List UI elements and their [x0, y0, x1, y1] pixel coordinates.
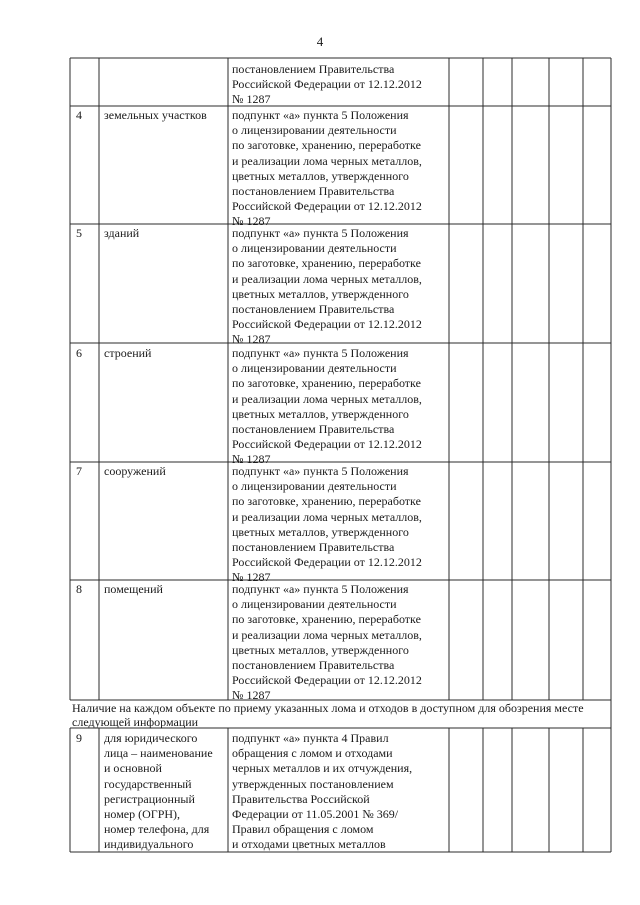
- row-4-basis: подпункт «а» пункта 5 Положения о лицензировании деятельности по заготовке, хранению, переработке и реализации лома черных металлов, цветных металлов, утвержденного постановлением Правительства Российской Федерации от 12.12.2012 № 1287: [232, 108, 422, 229]
- row-8-number: 8: [76, 582, 82, 596]
- row-4-number: 4: [76, 108, 82, 122]
- row-9-number: 9: [76, 731, 82, 745]
- row-5-basis: подпункт «а» пункта 5 Положения о лицензировании деятельности по заготовке, хранению, переработке и реализации лома черных металлов, цветных металлов, утвержденного постановлением Правительства Российской Федерации от 12.12.2012 № 1287: [232, 226, 422, 347]
- row-5-number: 5: [76, 226, 82, 240]
- row-7-basis: подпункт «а» пункта 5 Положения о лицензировании деятельности по заготовке, хранению, переработке и реализации лома черных металлов, цветных металлов, утвержденного постановлением Правительства Российской Федерации от 12.12.2012 № 1287: [232, 464, 422, 585]
- row-6-basis: подпункт «а» пункта 5 Положения о лицензировании деятельности по заготовке, хранению, переработке и реализации лома черных металлов, цветных металлов, утвержденного постановлением Правительства Российской Федерации от 12.12.2012 № 1287: [232, 346, 422, 467]
- row-8-name: помещений: [104, 582, 163, 596]
- row-7-name: сооружений: [104, 464, 166, 478]
- row-9-basis: подпункт «а» пункта 4 Правил обращения с ломом и отходами черных металлов и их отчуждения, утвержденных постановлением Правительства Российской Федерации от 11.05.2001 № 369/ Правил обращения с ломом и отходами цветных металлов: [232, 731, 413, 852]
- section-note: Наличие на каждом объекте по приему указанных лома и отходов в доступном для обозрения месте следующей информации: [72, 701, 584, 729]
- row-8-basis: подпункт «а» пункта 5 Положения о лицензировании деятельности по заготовке, хранению, переработке и реализации лома черных металлов, цветных металлов, утвержденного постановлением Правительства Российской Федерации от 12.12.2012 № 1287: [232, 582, 422, 703]
- row-7-number: 7: [76, 464, 82, 478]
- row-9-name: для юридического лица – наименование и основной государственный регистрационный номер (ОГРН), номер телефона, для индивидуального: [104, 731, 213, 852]
- row-6-name: строений: [104, 346, 152, 360]
- page-number: 4: [316, 34, 324, 49]
- row-4-name: земельных участков: [104, 108, 207, 122]
- row-6-number: 6: [76, 346, 82, 360]
- row-5-name: зданий: [104, 226, 140, 240]
- continuation-basis: постановлением Правительства Российской Федерации от 12.12.2012 № 1287: [232, 62, 422, 107]
